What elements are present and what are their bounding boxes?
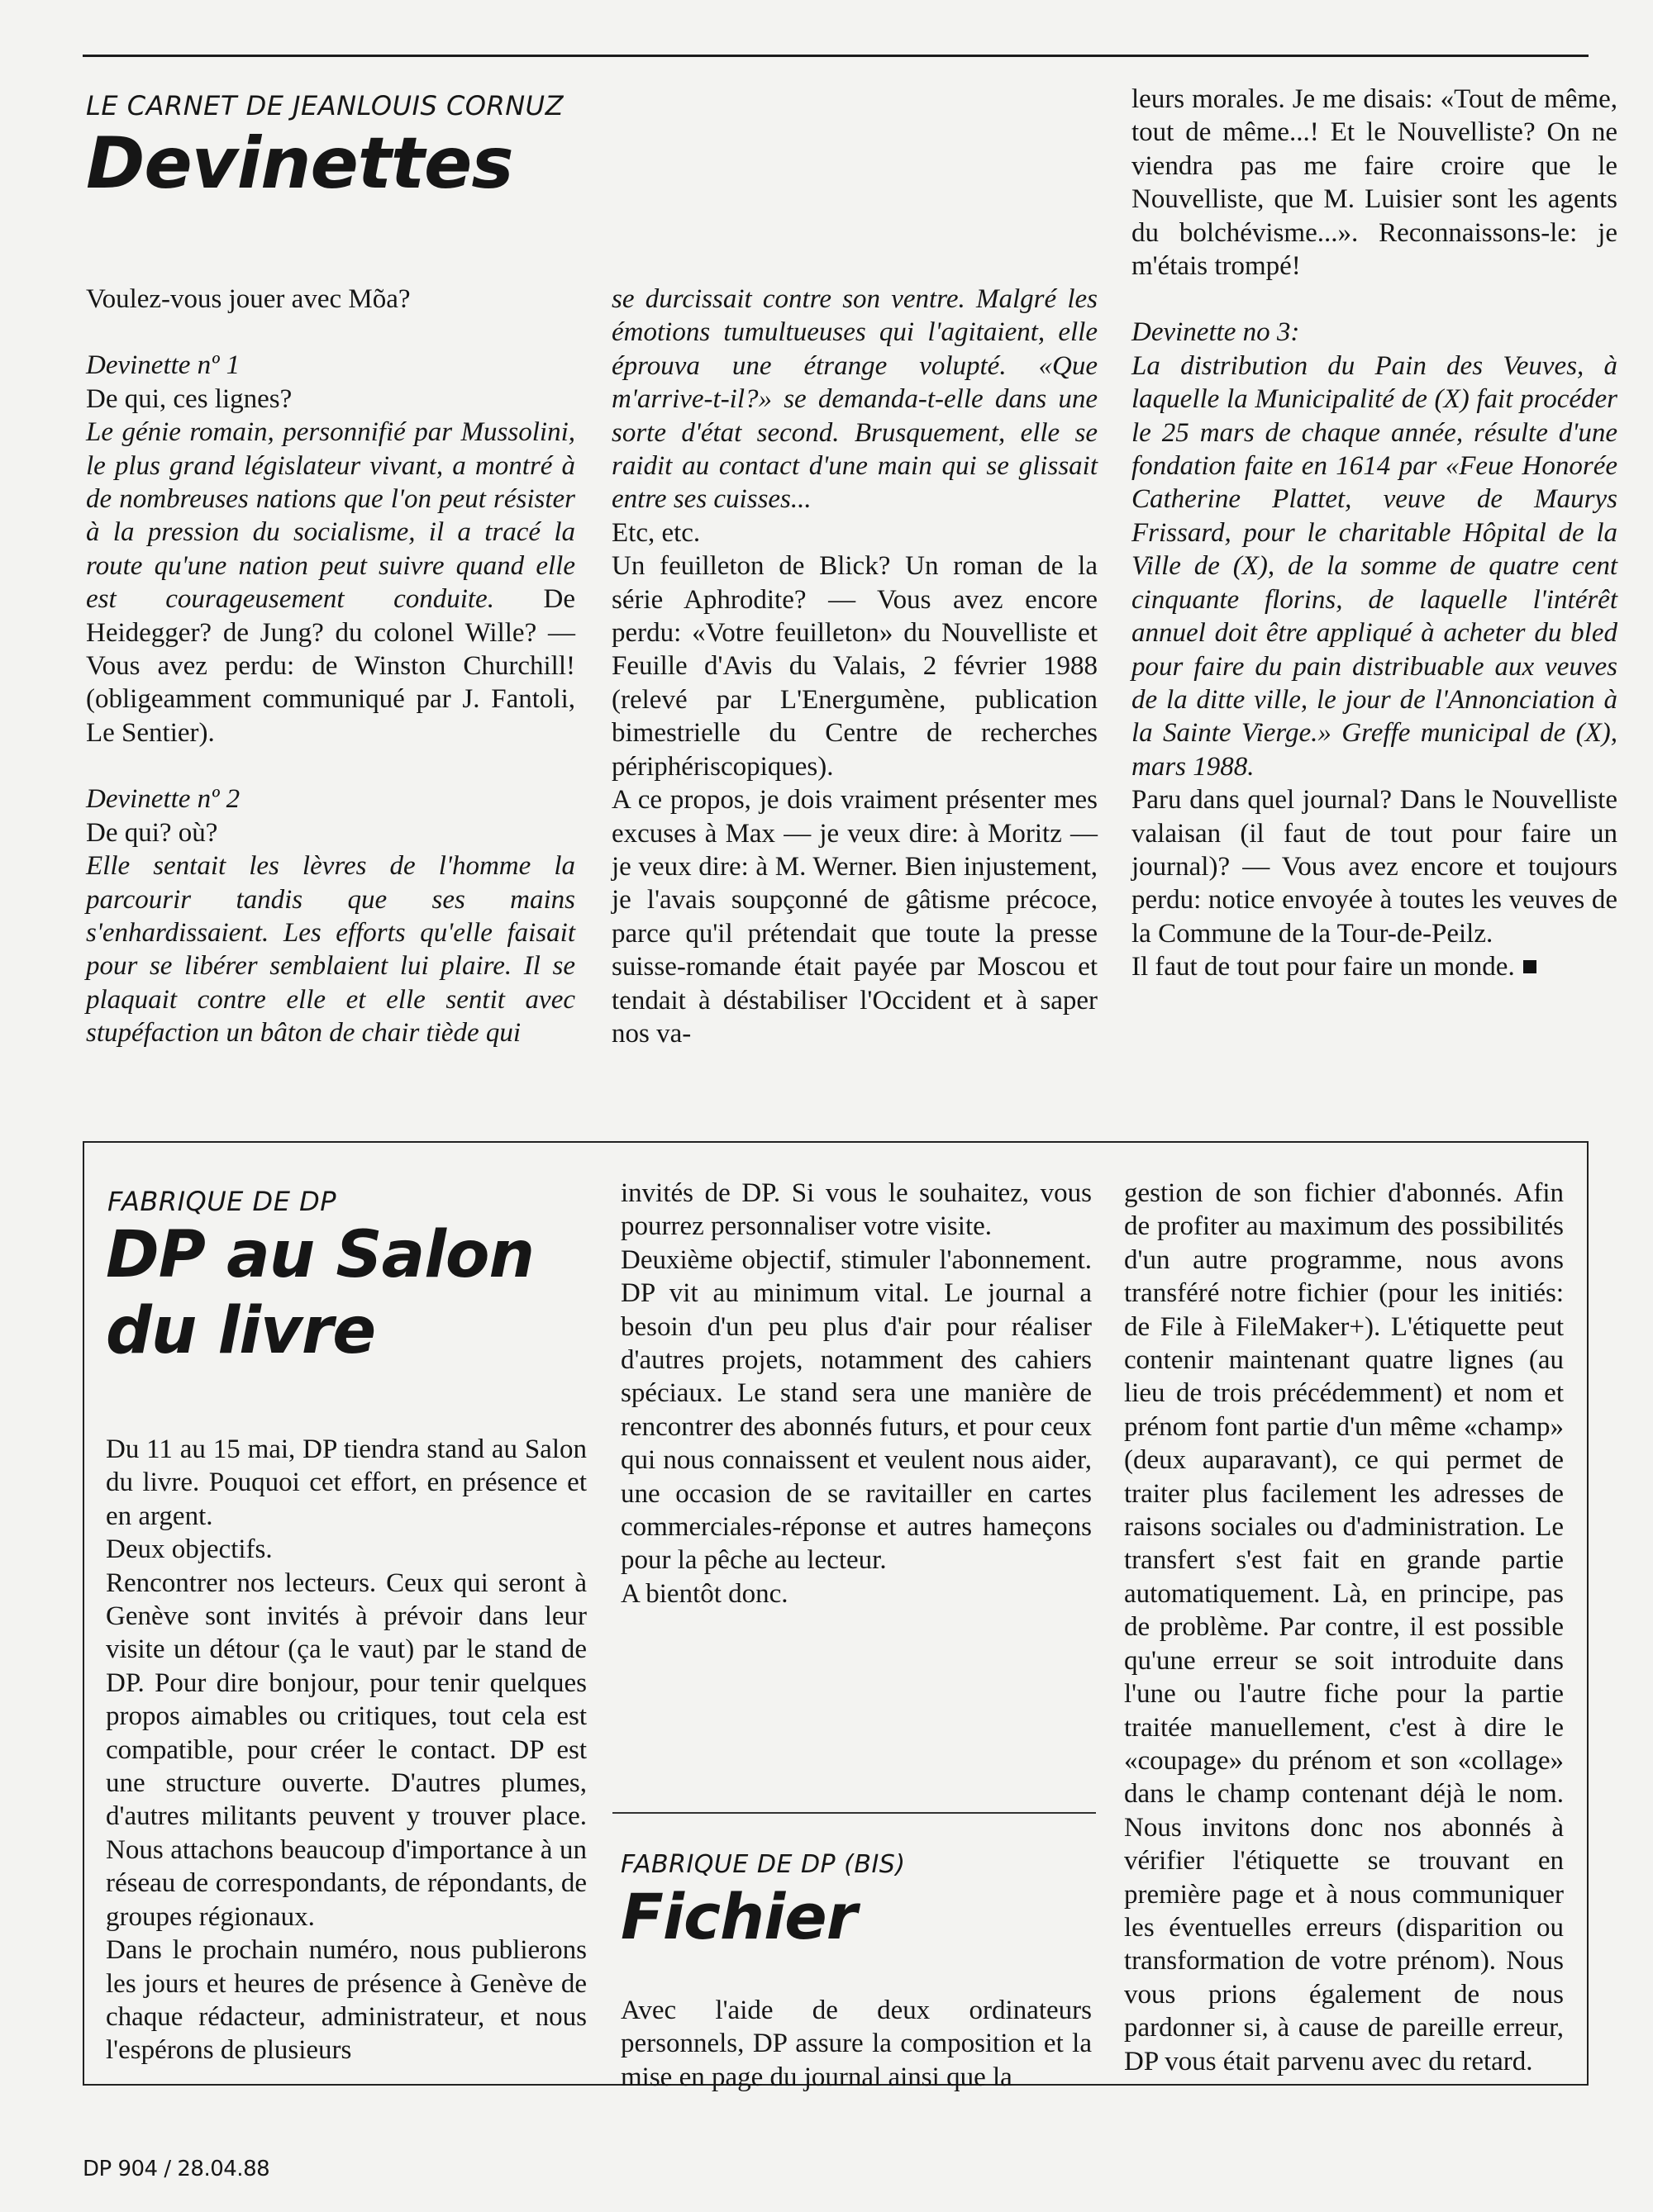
article1-column-1 bbox=[86, 283, 575, 1050]
paragraph: Elle sentait les lèvres de l'homme la parcourir tandis que ses mains s'enhardissaient. Les efforts qu'elle faisait pour se libérer semblaient lui plaire. Il se plaquait contre elle et elle sentit avec stupéfaction un bâton de chair tiède qui bbox=[86, 851, 575, 1049]
paragraph: A bientôt donc. bbox=[621, 1578, 788, 1609]
paragraph: Devinette no 3: bbox=[1131, 317, 1300, 348]
paragraph: Du 11 au 15 mai, DP tiendra stand au Salon du livre. Pouquoi cet effort, en présence et en argent. bbox=[106, 1434, 587, 1531]
article2-title-line-2: du livre bbox=[106, 1294, 376, 1368]
paragraph: Devinette nº 2 bbox=[86, 784, 241, 815]
paragraph: A ce propos, je dois vraiment présenter mes excuses à Max — je veux dire: à Moritz — je veux dire: à M. Werner. Bien injustement, je l'avais soupçonné de gâtisme précoce, parce qu'il prétendait que toute la presse suisse-romande était payée par Moscou et tendait à déstabiliser l'Occident et à saper nos va- bbox=[612, 785, 1098, 1049]
article1-column-2 bbox=[612, 283, 1098, 1050]
paragraph: De qui? où? bbox=[86, 817, 218, 848]
article1-column-3 bbox=[1131, 83, 1617, 984]
paragraph: Avec l'aide de deux ordinateurs personnels, DP assure la composition et la mise en page du journal ainsi que la bbox=[621, 1996, 1092, 2092]
paragraph: Devinette nº 1 bbox=[86, 350, 241, 381]
end-mark-icon bbox=[1523, 960, 1536, 973]
paragraph: Il faut de tout pour faire un monde. bbox=[1131, 950, 1617, 983]
article1-title: Devinettes bbox=[86, 122, 513, 205]
article2-column-2 bbox=[621, 1177, 1092, 1610]
paragraph: Un feuilleton de Blick? Un roman de la série Aphrodite? — Vous avez encore perdu: «Votre feuilleton» du Nouvelliste et Feuille d'Avis du Valais, 2 février 1988 (relevé par L'Energumène, publication bimestrielle du Centre de recherches périphériscopiques). bbox=[612, 551, 1098, 782]
paragraph: Paru dans quel journal? Dans le Nouvelliste valaisan (il faut de tout pour faire un journal)? — Vous avez encore et toujours perdu: notice envoyée à toutes les veuves de la Commune de la Tour-de-Peilz. bbox=[1131, 785, 1617, 949]
paragraph: invités de DP. Si vous le souhaitez, vous pourrez personnaliser votre visite. bbox=[621, 1178, 1092, 1242]
paragraph: Deuxième objectif, stimuler l'abonnement. DP vit au minimum vital. Le journal a besoin d'un peu plus d'air pour réaliser d'autres projets, notamment des cahiers spéciaux. Le stand sera une manière de rencontrer des abonnés futurs, et pour ceux qui nous connaissent et veulent nous aider, une occasion de se ravitailler en cartes commerciales-réponse et autres hameçons pour la pêche au lecteur. bbox=[621, 1244, 1092, 1576]
paragraph: se durcissait contre son ventre. Malgré les émotions tumultueuses qui l'agitaient, elle éprouva une étrange volupté. «Que m'arrive-t-il?» se demanda-t-elle dans une sorte d'état second. Brusquement, elle se raidit au contact d'une main qui se glissait entre ses cuisses... bbox=[612, 284, 1098, 515]
paragraph: gestion de son fichier d'abonnés. Afin de profiter au maximum des possibilités d'un autre programme, nous avons transféré notre fichier (pour les initiés: de File à FileMaker+). L'étiquette peut contenir maintenant quatre lignes (au lieu de trois précédemment) et nom et prénom font partie d'un même «champ» (deux auparavant), ce qui permet de traiter plus facilement les adresses de raisons sociales ou d'administration. Le transfert s'est fait en grande partie automatiquement. Là, en principe, pas de problème. Par contre, il est possible qu'une erreur se soit introduite dans l'une ou l'autre fiche pour la partie traitée manuellement, c'est à dire le «coupage» du prénom et son «collage» dans le champ contenant déjà le nom. Nous invitons donc nos abonnés à vérifier l'étiquette se trouvant en première page et à nous communiquer les éventuelles erreurs (disparition ou transformation de votre prénom). Nous vous prions également de nous pardonner si, à cause de pareille erreur, DP vous était parvenu avec du retard. bbox=[1124, 1178, 1564, 2076]
paragraph: Deux objectifs. bbox=[106, 1534, 273, 1565]
article2-title-line-1: DP au Salon bbox=[106, 1218, 535, 1292]
paragraph: Voulez-vous jouer avec Mõa? bbox=[86, 284, 411, 314]
paragraph: leurs morales. Je me disais: «Tout de même, tout de même...! Et le Nouvelliste? On ne viendra pas me faire croire que le Nouvelliste, que M. Luisier sont les agents du bolchévisme...». Reconnaissons-le: je m'étais trompé! bbox=[1131, 84, 1617, 282]
paragraph: De qui, ces lignes? bbox=[86, 383, 293, 414]
article2-kicker: FABRIQUE DE DP bbox=[107, 1186, 337, 1217]
article3-title: Fichier bbox=[621, 1880, 857, 1953]
paragraph: Dans le prochain numéro, nous publierons les jours et heures de présence à Genève de chaque rédacteur, administrateur, et nous l'espérons de plusieurs bbox=[106, 1935, 587, 2066]
issue-footer: DP 904 / 28.04.88 bbox=[83, 2157, 270, 2181]
paragraph: Le génie romain, personnifié par Mussolini, le plus grand législateur vivant, a montré à de nombreuses nations que l'on peut résister à la pression du socialisme, il a tracé la route qu'une nation peut suivre quand elle est courageusement conduite. De Heidegger? de Jung? du colonel Wille? — Vous avez perdu: de Winston Churchill! (obligeamment communiqué par J. Fantoli, Le Sentier). bbox=[86, 417, 575, 748]
fichier-rule bbox=[612, 1812, 1096, 1814]
paragraph: Etc, etc. bbox=[612, 517, 701, 548]
article3-column-1 bbox=[621, 1994, 1092, 2094]
paragraph: Rencontrer nos lecteurs. Ceux qui seront à Genève sont invités à prévoir dans leur visite un détour (ça le vaut) par le stand de DP. Pour dire bonjour, pour tenir quelques propos aimables ou critiques, tout cela est compatible, pour créer le contact. DP est une structure ouverte. D'autres plumes, d'autres militants peuvent y trouver place. Nous attachons beaucoup d'importance à un réseau de correspondants, de répondants, de groupes régionaux. bbox=[106, 1567, 587, 1932]
article3-kicker: FABRIQUE DE DP (BIS) bbox=[621, 1850, 906, 1879]
article1-kicker: LE CARNET DE JEANLOUIS CORNUZ bbox=[86, 90, 564, 121]
article2-column-1 bbox=[106, 1433, 587, 2067]
paragraph: La distribution du Pain des Veuves, à laquelle la Municipalité de (X) fait procéder le 25 mars de chaque année, résulte d'une fondation faite en 1614 par «Feue Honorée Catherine Plattet, veuve de Maurys Frissard, pour le charitable Hôpital de la Ville de (X), de la somme de quatre cent cinquante florins, de laquelle l'intérêt annuel doit être appliqué à acheter du bled pour faire du pain distribuable aux veuves de la ditte ville, le jour de l'Annonciation à la Sainte Vierge.» Greffe municipal de (X), mars 1988. bbox=[1131, 350, 1617, 782]
top-rule bbox=[83, 55, 1589, 57]
article3-column-2 bbox=[1124, 1177, 1564, 2078]
